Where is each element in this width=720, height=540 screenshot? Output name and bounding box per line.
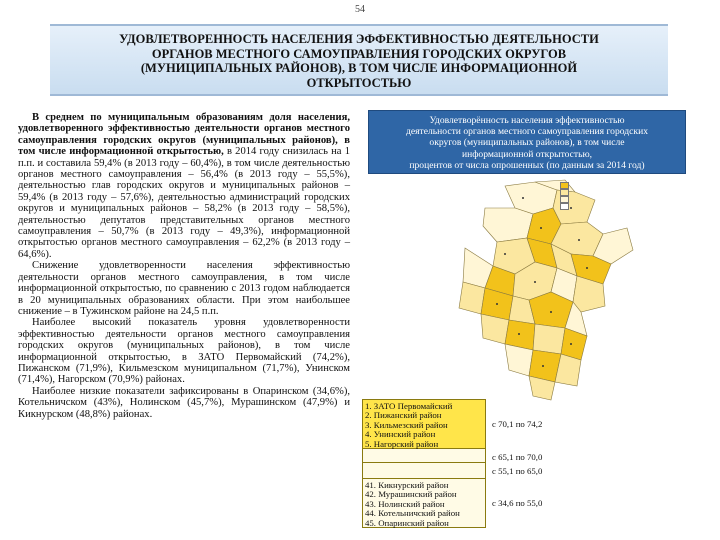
ranking-item: 43. Нолинский район [365,498,445,509]
legend-row [560,203,670,210]
ranking-gap-block [362,463,486,479]
caption-line: Удовлетворённость населения эффективностью [429,115,625,126]
range-label: с 65,1 по 70,0 [492,452,543,462]
ranking-gap-block [362,449,486,463]
title-line: ОТКРЫТОСТЬЮ [306,75,412,90]
paragraph-1 [18,112,350,260]
paragraph-4: Наиболее низкие показатели зафиксированы в Опаринском (34,6%), Котельничском (43%), Нолинском (45,7%), Мурашинском (47,9%) и Кикнурском (48,8%) районах. [18,385,350,420]
ranking-item: 2. Пижанский район [365,410,442,421]
paragraph-2: Снижение удовлетворенности населения эффективностью деятельности органов местного самоуправления, в том числе информационной открытостью, по сравнению с 2013 годом наблюдается в 20 муниципальных образованиях области. При этом наибольшее снижение – в Тужинском районе на 24,5 п.п. [18,260,350,317]
page-title [50,32,668,90]
legend-swatch [560,203,569,210]
paragraph-3: Наиболее высокий показатель уровня удовлетворенности эффективностью деятельности органов местного самоуправления городских округов (муниципальных районов), в том числе информационной открытостью, в ЗАТО Первомайский (74,2%), Пижанском (71,9%), Кильмезском муниципальном (71,7%), Унинском (71,4%), Нагорском (70,9%) районах. [18,317,350,386]
map-district [483,208,533,242]
map-city-marker [570,343,572,345]
body-text [18,112,350,420]
range-label: с 70,1 по 74,2 [492,419,543,429]
map-legend [560,182,670,210]
map-city-marker [534,281,536,283]
map-city-marker [518,333,520,335]
caption-line: округов (муниципальных районов), в том числе [429,137,625,149]
map-district [533,324,565,354]
range-label: с 55,1 по 65,0 [492,466,543,476]
legend-row [560,196,670,203]
legend-row [560,189,670,196]
ranking-item: 1. ЗАТО Первомайский [365,401,453,411]
map-caption [368,110,686,174]
region-map [365,178,695,403]
ranking-item: 45. Опаринский район [365,517,449,528]
paragraph-1-bold: В среднем по муниципальным образованиям доля населения, удовлетворенного эффективностью деятельности органов местного самоуправления городских округов (муниципальных районов), в том числе информационной открытостью, [18,112,350,158]
ranking-item: 41. Кикнурский район [365,480,449,490]
legend-swatch [560,182,569,189]
caption-line: деятельности органов местного самоуправления городских [406,126,648,138]
title-line: (МУНИЦИПАЛЬНЫХ РАЙОНОВ), В ТОМ ЧИСЛЕ ИНФОРМАЦИОННОЙ [140,61,578,75]
title-line: УДОВЛЕТВОРЕННОСТЬ НАСЕЛЕНИЯ ЭФФЕКТИВНОСТЬЮ ДЕЯТЕЛЬНОСТИ [119,32,599,46]
caption-line: информационной открытостью, [461,148,593,160]
page-number: 54 [355,4,365,15]
map-city-marker [504,253,506,255]
ranking-item: 44. Котельничский район [365,508,460,519]
map-city-marker [578,239,580,241]
ranking-item: 3. Кильмезский район [365,419,448,430]
range-label: с 34,6 по 55,0 [492,498,543,508]
legend-row [560,182,670,189]
legend-swatch [560,196,569,203]
map-city-marker [550,311,552,313]
map-district [505,344,533,376]
map-city-marker [522,197,524,199]
ranking-item: 4. Унинский район [365,429,436,440]
ranking-item: 5. Нагорский район [365,438,439,449]
ranking-item: 42. Мурашинский район [365,489,457,500]
title-line: ОРГАНОВ МЕСТНОГО САМОУПРАВЛЕНИЯ ГОРОДСКИХ ОКРУГОВ [151,46,567,61]
map-city-marker [496,303,498,305]
caption-line: процентов от числа опрошенных (по данным за 2014 год) [409,159,645,171]
title-banner [50,24,668,96]
map-city-marker [540,227,542,229]
legend-swatch [560,189,569,196]
map-district [459,282,485,314]
map-city-marker [586,267,588,269]
top-ranking-block [362,399,486,449]
map-city-marker [542,365,544,367]
paragraph-1-rest: в 2014 году снизилась на 1 п.п. и составила 59,4% (в 2013 году – 60,4%), в том числе деятельностью органов местного самоуправления – 56,4% (в 2013 году – 55,5%), деятельностью глав городских округов и муниципальных районов – 59,4% (в 2013 году – 57,6%), деятельностью администраций городских округов и муниципальных районов – 58,2% (в 2013 году – 58,5%), деятельностью депутатов представительных органов местного самоуправления – 50,7% (в 2013 году – 49,3%), информационной открытостью органов местного самоуправления – 62,2% (в 2013 году – 64,6%). [18,146,350,260]
bottom-ranking-block [362,479,486,528]
